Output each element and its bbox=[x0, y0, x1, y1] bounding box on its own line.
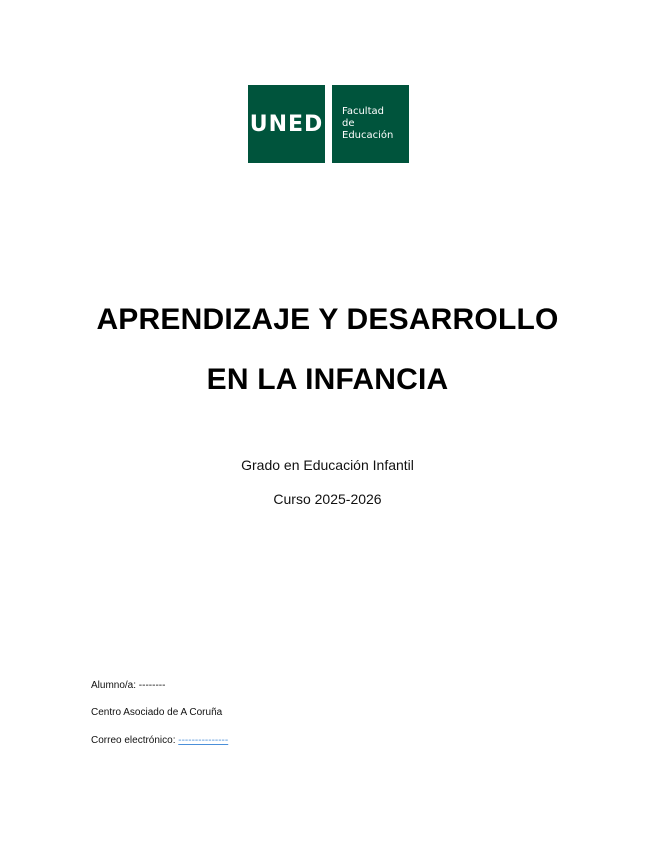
logo-faculty-line1: Facultad bbox=[342, 106, 384, 117]
email-link[interactable]: --------------- bbox=[178, 735, 229, 746]
document-title-line1: APRENDIZAJE Y DESARROLLO bbox=[96, 303, 559, 336]
study-center: Centro Asociado de A Coruña bbox=[91, 707, 223, 718]
uned-logo bbox=[248, 85, 409, 163]
logo-faculty-text bbox=[342, 106, 409, 142]
logo-mark-text: UNED bbox=[249, 111, 324, 137]
logo-faculty-box bbox=[332, 85, 409, 163]
document-title-line2: EN LA INFANCIA bbox=[206, 363, 449, 396]
logo-faculty-line2: de Educación bbox=[342, 118, 394, 141]
course-year: Curso 2025-2026 bbox=[273, 491, 382, 507]
student-email-row bbox=[91, 735, 228, 746]
logo-mark-box bbox=[248, 85, 325, 163]
degree-name: Grado en Educación Infantil bbox=[241, 457, 414, 473]
email-label: Correo electrónico: bbox=[91, 735, 179, 746]
student-name: Alumno/a: -------- bbox=[91, 680, 166, 691]
